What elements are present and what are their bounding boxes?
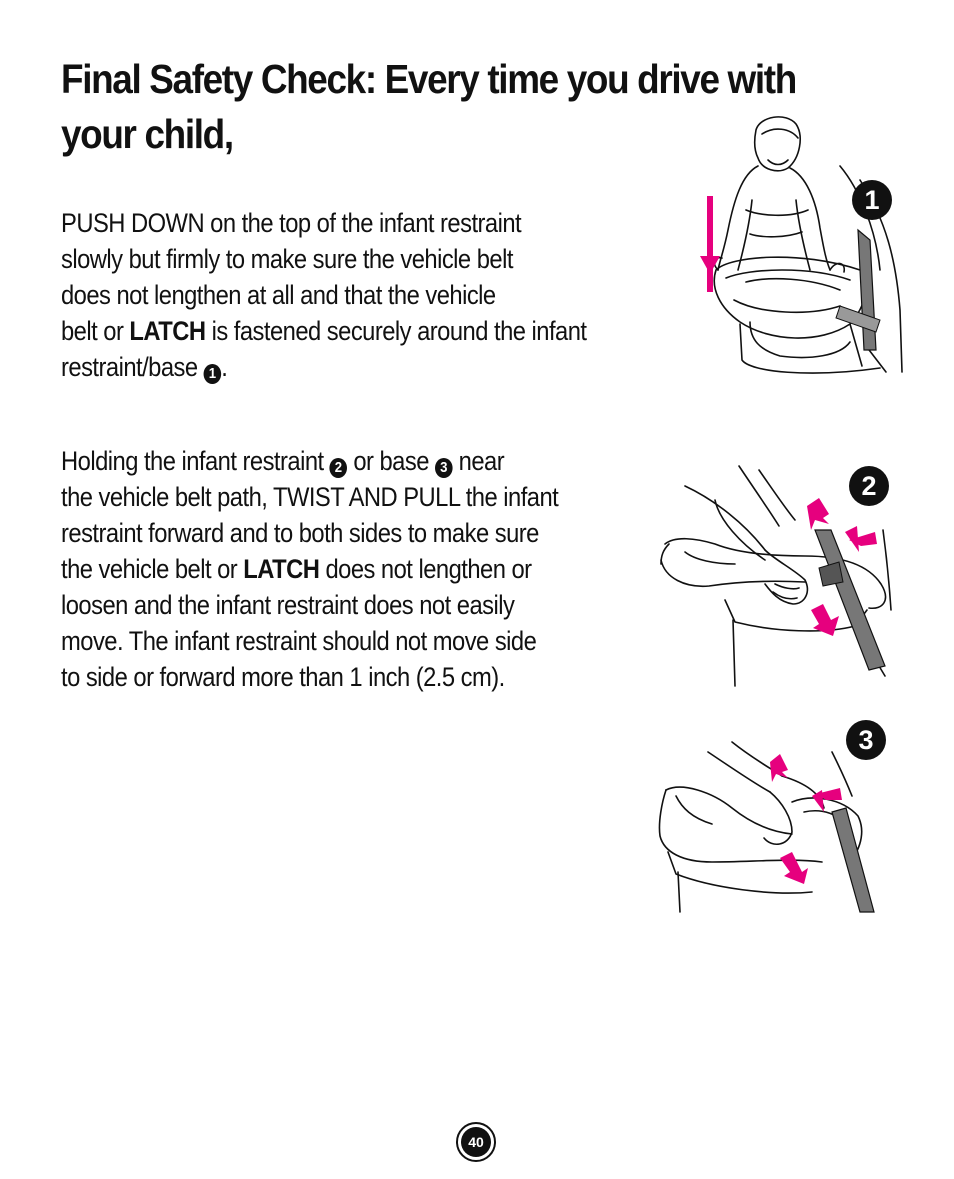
para2-line: loosen and the infant restraint does not easily bbox=[61, 590, 515, 620]
instruction-twist-pull bbox=[61, 443, 558, 695]
figure-ref-1: 1 bbox=[204, 364, 222, 384]
figure-1-number: 1 bbox=[864, 185, 880, 215]
para2-line: restraint forward and to both sides to make sure bbox=[61, 518, 539, 548]
para2-line bbox=[61, 551, 558, 587]
para2-line: move. The infant restraint should not move side bbox=[61, 626, 537, 656]
para1-line: slowly but firmly to make sure the vehicle belt bbox=[61, 244, 513, 274]
text-run: the vehicle belt or bbox=[61, 554, 244, 584]
figure-3-twist-base-illustration bbox=[652, 712, 892, 917]
figure-number-badge bbox=[846, 720, 886, 760]
para1-line: does not lengthen at all and that the vehicle bbox=[61, 280, 496, 310]
para2-line: to side or forward more than 1 inch (2.5 cm). bbox=[61, 662, 505, 692]
figure-2-number: 2 bbox=[861, 471, 877, 501]
para1-line bbox=[61, 313, 586, 349]
para2-line: the vehicle belt path, TWIST AND PULL the infant bbox=[61, 482, 559, 512]
figure-ref-2: 2 bbox=[330, 458, 348, 478]
para2-line bbox=[61, 443, 558, 479]
figure-number-badge bbox=[852, 180, 892, 220]
page-number-badge bbox=[456, 1122, 496, 1162]
down-arrow-icon bbox=[700, 196, 720, 292]
para1-line bbox=[61, 349, 586, 385]
text-run: or base bbox=[347, 446, 435, 476]
latch-term: LATCH bbox=[129, 316, 206, 346]
text-run: . bbox=[221, 352, 228, 382]
text-run: Holding the infant restraint bbox=[61, 446, 330, 476]
figure-number-badge bbox=[849, 466, 889, 506]
page-number: 40 bbox=[461, 1127, 491, 1157]
figure-ref-3: 3 bbox=[435, 458, 453, 478]
figure-2-twist-pull-illustration bbox=[655, 460, 895, 690]
page-title: Final Safety Check: Every time you drive with your child, bbox=[61, 56, 796, 157]
figure-3-number: 3 bbox=[858, 725, 874, 755]
text-run: near bbox=[452, 446, 505, 476]
instruction-push-down bbox=[61, 205, 586, 385]
latch-term: LATCH bbox=[243, 554, 320, 584]
text-run: belt or bbox=[61, 316, 130, 346]
para1-line: PUSH DOWN on the top of the infant restraint bbox=[61, 208, 522, 238]
figure-1-push-down-illustration bbox=[690, 110, 905, 385]
twist-arrows-icon bbox=[770, 754, 842, 884]
text-run: does not lengthen or bbox=[319, 554, 532, 584]
text-run: is fastened securely around the infant bbox=[205, 316, 587, 346]
text-run: restraint/base bbox=[61, 352, 204, 382]
